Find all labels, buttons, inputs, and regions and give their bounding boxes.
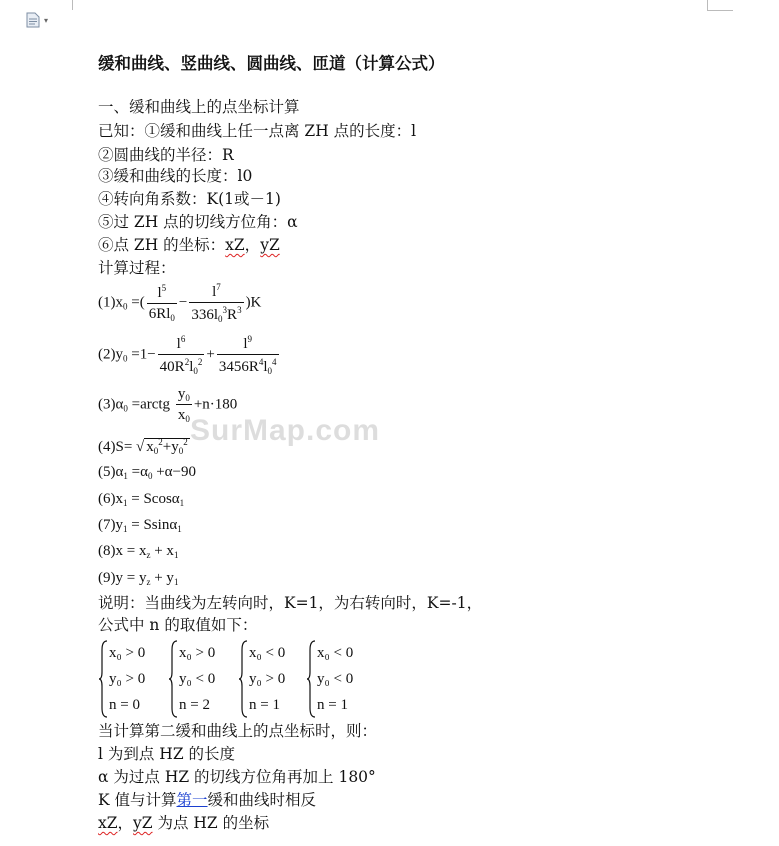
case-n: n = 2 bbox=[179, 697, 210, 713]
yz-term: yZ bbox=[260, 236, 280, 254]
separator: ， bbox=[244, 236, 261, 254]
section-heading: 一、缓和曲线上的点坐标计算 bbox=[98, 98, 300, 116]
brace-icon bbox=[238, 640, 248, 718]
known-line: ⑤过 ZH 点的切线方位角：α bbox=[98, 213, 298, 231]
known-line-zh-coord bbox=[98, 238, 280, 254]
formula-rhs: Ssinα bbox=[143, 517, 178, 533]
case-n: n = 1 bbox=[317, 697, 348, 713]
formula-label: (9) bbox=[98, 570, 116, 586]
formula-5: $(5)\alpha_1 =\alpha_0 +\alpha-90$ bbox=[98, 464, 196, 481]
formula-label: (5) bbox=[98, 464, 116, 480]
second-l-line: l 为到点 HZ 的长度 bbox=[98, 745, 236, 763]
second-intro: 当计算第二缓和曲线上的点坐标时，则： bbox=[98, 722, 378, 740]
formula-1: $(1)x_0$ =( $\frac{l^5}{6Rl_0}$ − $\frac{l^7}{336l_0^3R^3}$ )K bbox=[98, 282, 262, 324]
formula-tail: −90 bbox=[172, 464, 196, 480]
formula-7: $(7)y_1 = Ssin\alpha_1$ bbox=[98, 517, 182, 534]
formula-tail: +n·180 bbox=[193, 396, 238, 413]
k-text: 缓和曲线时相反 bbox=[207, 791, 317, 809]
case-cond: x₀ > 0 bbox=[179, 645, 216, 661]
xz-term: xZ bbox=[98, 814, 118, 832]
known-line: ④转向角系数：K(1或－1) bbox=[98, 190, 281, 208]
formula-4: (4)S= √ $x_0^2+y_0^2$ bbox=[98, 437, 188, 456]
case-cond: y₀ < 0 bbox=[317, 671, 354, 687]
brace-icon bbox=[98, 640, 108, 718]
formula-label: (4) bbox=[98, 439, 116, 455]
case-cond: x₀ < 0 bbox=[249, 645, 286, 661]
case-block-4 bbox=[306, 640, 376, 720]
known-line: ③缓和曲线的长度：l0 bbox=[98, 167, 253, 185]
process-label: 计算过程： bbox=[98, 259, 176, 277]
first-link[interactable]: 第一 bbox=[176, 791, 208, 809]
formula-8: $(8)x = x_z + x_1$ bbox=[98, 543, 179, 560]
case-cond: x₀ > 0 bbox=[109, 645, 146, 661]
case-block-1 bbox=[98, 640, 168, 720]
formula-9: $(9)y = y_z + y_1$ bbox=[98, 570, 179, 587]
separator: ， bbox=[117, 814, 134, 832]
formula-label: (2) bbox=[98, 346, 116, 363]
formula-3: $(3)\alpha_0$ =arctg $\frac{y_0}{x_0}$ +n·180 bbox=[98, 386, 238, 424]
formula-2: $(2)y_0 =1-$ $\frac{l^6}{40R^2l_0^2}$ + $\frac{l^9}{3456R^4l_0^4}$ bbox=[98, 334, 277, 376]
note-line: 公式中 n 的取值如下： bbox=[98, 616, 258, 634]
case-cond: x₀ < 0 bbox=[317, 645, 354, 661]
known-line: ②圆曲线的半径：R bbox=[98, 146, 234, 164]
page-corner-mark bbox=[707, 10, 733, 11]
case-cond: y₀ < 0 bbox=[179, 671, 216, 687]
second-coord-line bbox=[98, 816, 269, 832]
case-block-3 bbox=[238, 640, 308, 720]
arctg-term: arctg bbox=[140, 396, 171, 413]
case-cond: y₀ > 0 bbox=[109, 671, 146, 687]
formula-label: (8) bbox=[98, 543, 116, 559]
known-label: ⑥点 ZH 的坐标： bbox=[98, 236, 226, 254]
formula-label: (3) bbox=[98, 396, 116, 413]
page-title: 缓和曲线、竖曲线、圆曲线、匝道（计算公式） bbox=[98, 54, 445, 73]
document-icon[interactable] bbox=[26, 12, 40, 32]
brace-icon bbox=[306, 640, 316, 718]
yz-term: yZ bbox=[133, 814, 153, 832]
k-text: K 值与计算 bbox=[98, 791, 177, 809]
formula-label: (6) bbox=[98, 491, 116, 507]
formula-6: $(6)x_1 = Scos\alpha_1$ bbox=[98, 491, 185, 508]
formula-rhs: Scosα bbox=[143, 491, 180, 507]
note-line: 说明：当曲线为左转向时，K=1，为右转向时，K=-1， bbox=[98, 594, 483, 612]
case-cond: y₀ > 0 bbox=[249, 671, 286, 687]
dropdown-arrow-icon[interactable]: ▾ bbox=[44, 16, 49, 25]
known-line: 已知：①缓和曲线上任一点离 ZH 点的长度：l bbox=[98, 122, 417, 140]
formula-label: (7) bbox=[98, 517, 116, 533]
page-corner-mark bbox=[72, 0, 73, 10]
watermark: SurMap.com bbox=[190, 414, 381, 447]
case-n: n = 1 bbox=[249, 697, 280, 713]
coord-text: 为点 HZ 的坐标 bbox=[152, 814, 270, 832]
case-block-2 bbox=[168, 640, 238, 720]
second-k-line bbox=[98, 793, 316, 809]
formula-label: (1) bbox=[98, 294, 116, 311]
second-alpha-line: α 为过点 HZ 的切线方位角再加上 180° bbox=[98, 768, 376, 786]
case-n: n = 0 bbox=[109, 697, 140, 713]
page-corner-mark bbox=[707, 0, 708, 10]
brace-icon bbox=[168, 640, 178, 718]
xz-term: xZ bbox=[225, 236, 245, 254]
